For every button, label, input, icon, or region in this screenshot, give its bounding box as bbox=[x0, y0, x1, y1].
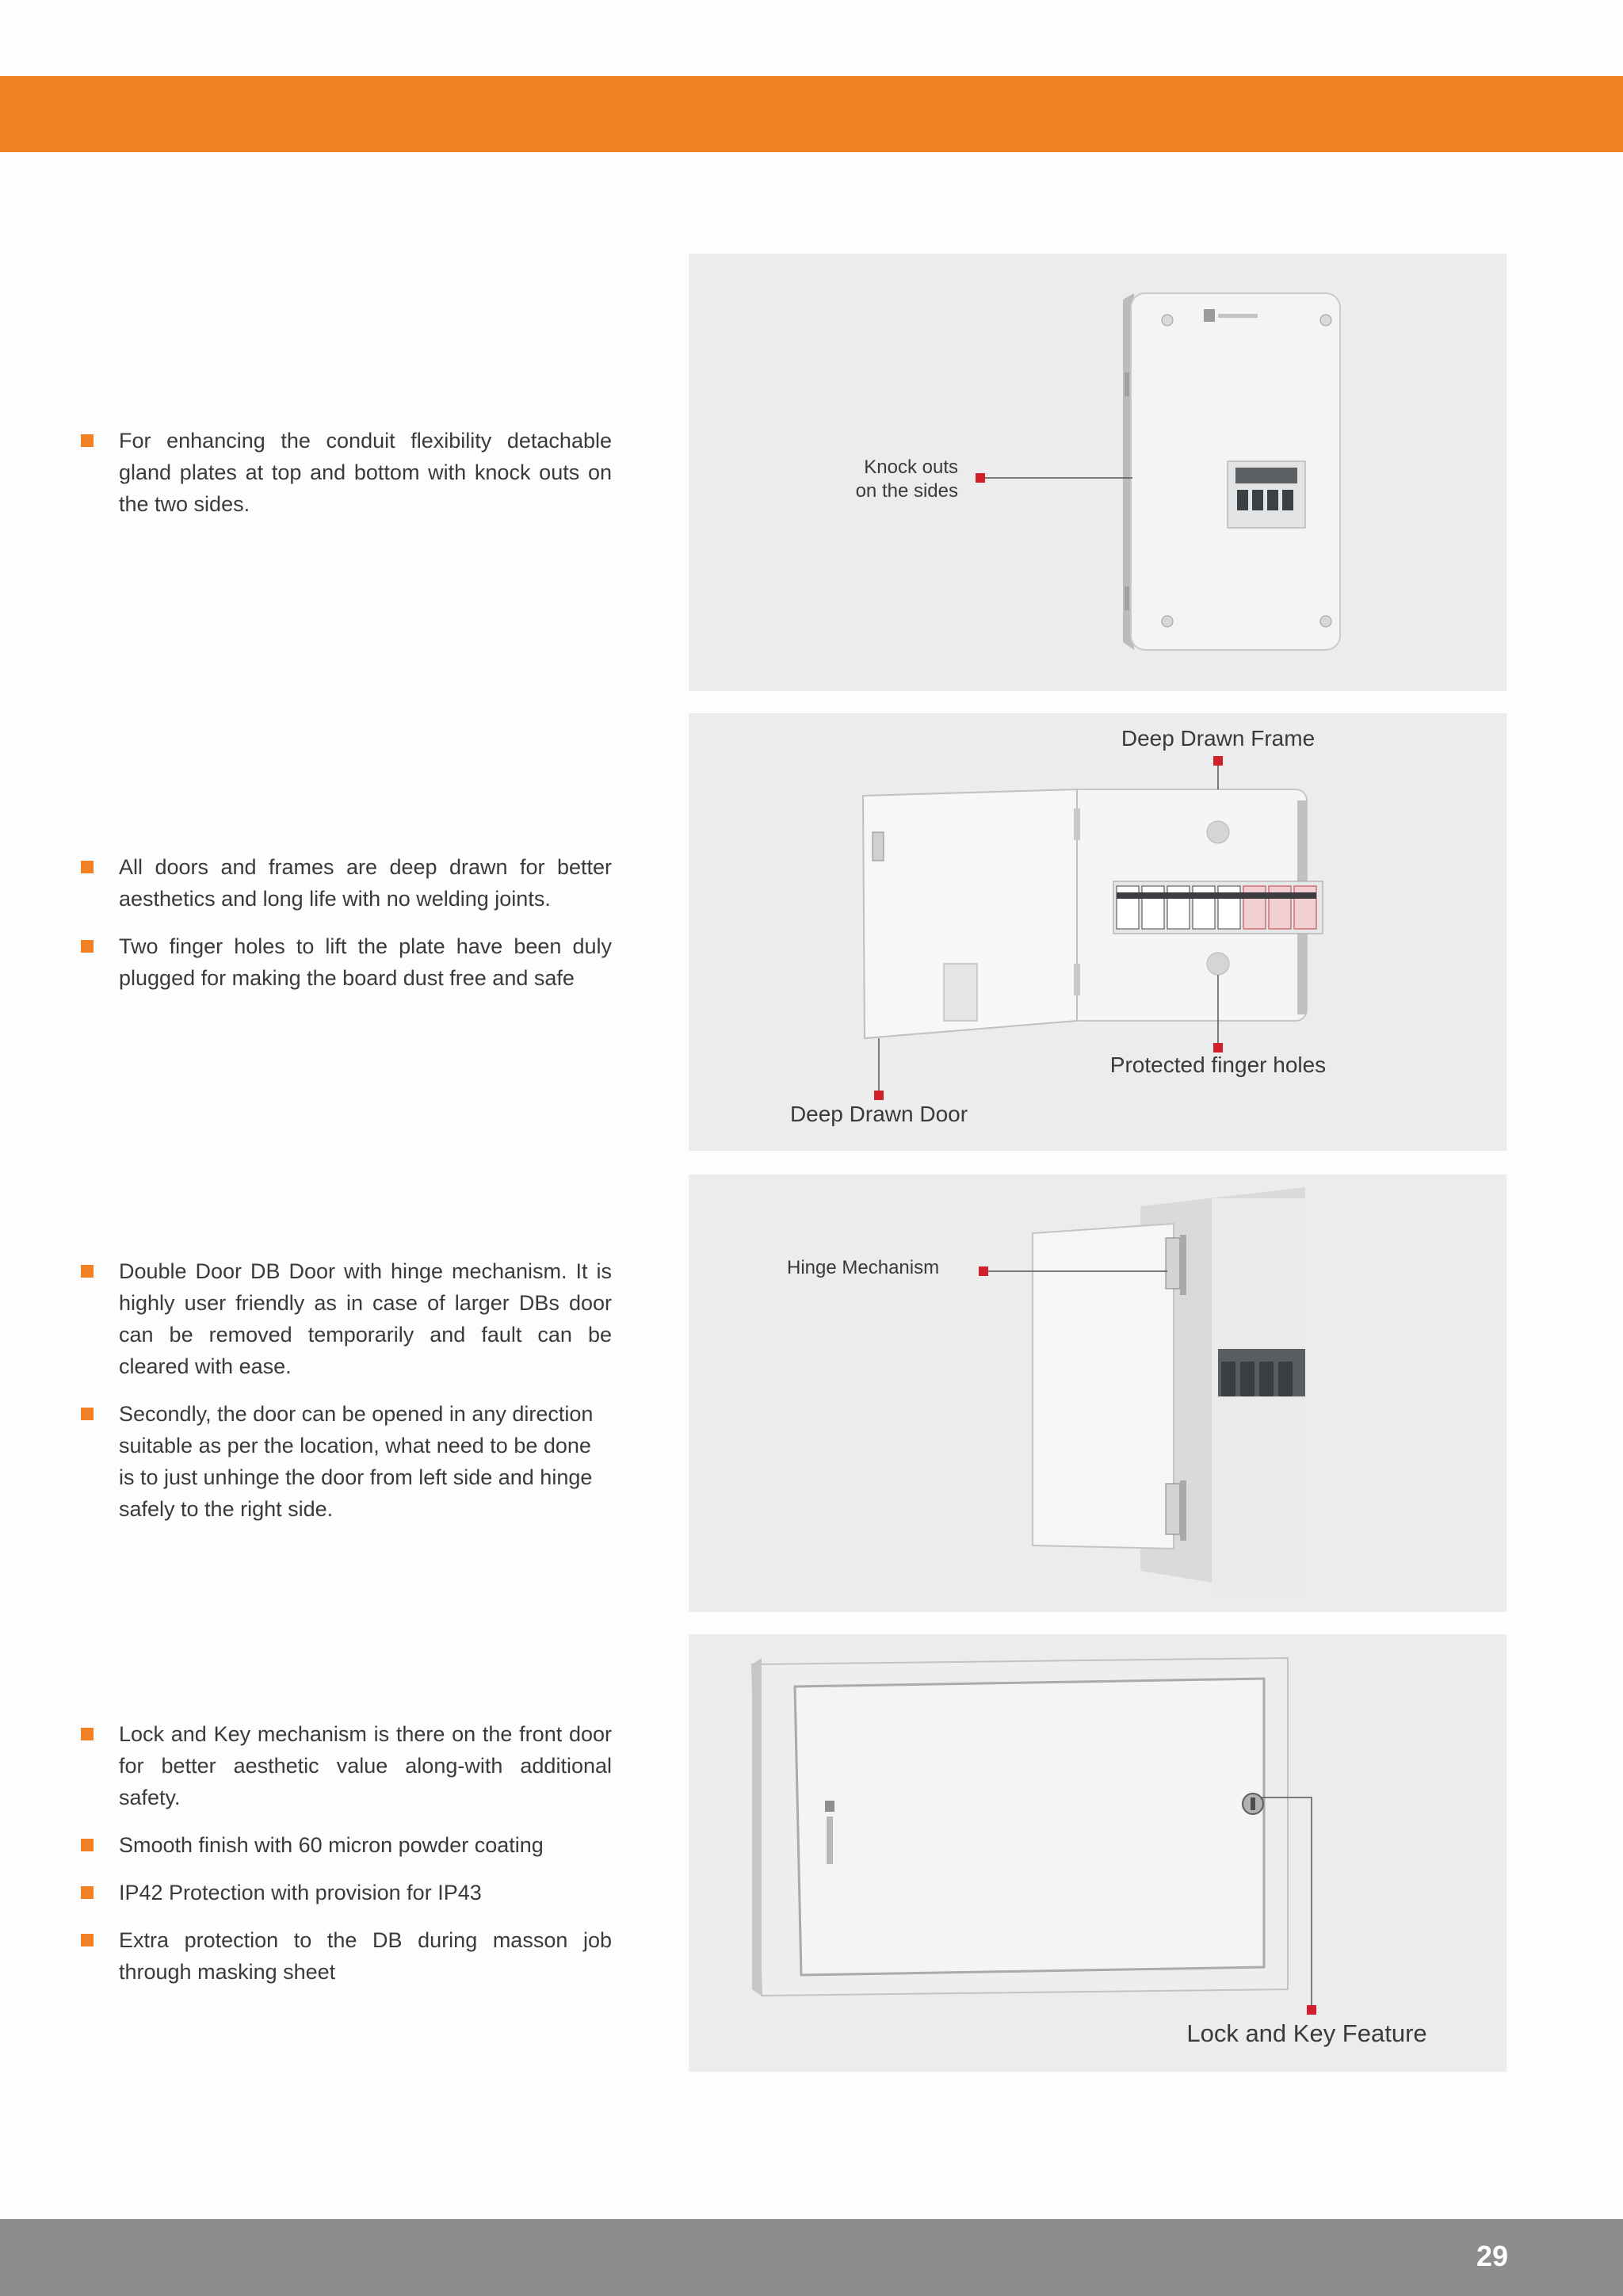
bullet-text: Two finger holes to lift the plate have been duly plugged for making the board dust free and safe bbox=[119, 934, 612, 990]
bullet-item bbox=[79, 1829, 612, 1861]
bullet-text: Double Door DB Door with hinge mechanism. It is highly user friendly as in case of larger DBs door can be removed temporarily and fault can be cleared with ease. bbox=[119, 1259, 612, 1378]
knockout-callout bbox=[768, 456, 958, 503]
distribution-board-lock-image bbox=[689, 1634, 1507, 2072]
callout-line-2: on the sides bbox=[855, 480, 958, 502]
header-bar bbox=[0, 76, 1623, 152]
bullet-square-icon bbox=[81, 1408, 94, 1420]
bullet-item bbox=[79, 1398, 612, 1525]
callout-marker-icon bbox=[1307, 2005, 1316, 2015]
callout-marker-icon bbox=[1213, 756, 1223, 766]
callout-marker-icon bbox=[976, 473, 985, 483]
deep-drawn-panel bbox=[689, 713, 1507, 1151]
bullet-item bbox=[79, 425, 612, 520]
bullet-square-icon bbox=[81, 434, 94, 447]
section-3-text bbox=[79, 1255, 612, 1541]
bullet-text: For enhancing the conduit flexibility detachable gland plates at top and bottom with knock outs on the two sides. bbox=[119, 429, 612, 516]
callout-marker-icon bbox=[979, 1266, 988, 1276]
bullet-text: Lock and Key mechanism is there on the front door for better aesthetic value along-with additional safety. bbox=[119, 1722, 612, 1809]
page-number: 29 bbox=[1476, 2240, 1508, 2272]
deep-drawn-door-callout: Deep Drawn Door bbox=[789, 1102, 968, 1126]
callout-line-1: Knock outs bbox=[864, 457, 958, 478]
callout-marker-icon bbox=[1213, 1043, 1223, 1052]
bullet-item bbox=[79, 1255, 612, 1382]
hinge-mechanism-callout: Hinge Mechanism bbox=[787, 1257, 940, 1278]
bullet-square-icon bbox=[81, 1886, 94, 1899]
section-2-text bbox=[79, 851, 612, 1010]
bullet-square-icon bbox=[81, 1839, 94, 1851]
bullet-text: All doors and frames are deep drawn for better aesthetics and long life with no welding joints. bbox=[119, 855, 612, 911]
lock-key-panel bbox=[689, 1634, 1507, 2072]
lock-key-callout: Lock and Key Feature bbox=[1186, 2019, 1427, 2047]
hinge-mechanism-image bbox=[689, 1175, 1507, 1612]
callout-marker-icon bbox=[874, 1091, 884, 1100]
bullet-square-icon bbox=[81, 1934, 94, 1946]
bullet-square-icon bbox=[81, 1265, 94, 1278]
bullet-item bbox=[79, 1718, 612, 1813]
bullet-item bbox=[79, 851, 612, 915]
protected-finger-holes-callout: Protected finger holes bbox=[1109, 1052, 1327, 1077]
bullet-text: Secondly, the door can be opened in any direction suitable as per the location, what need to be done is to just unhinge the door from left side and hinge safely to the right side. bbox=[119, 1402, 594, 1521]
bullet-square-icon bbox=[81, 1728, 94, 1740]
bullet-item bbox=[79, 1924, 612, 1988]
deep-drawn-frame-callout: Deep Drawn Frame bbox=[1121, 726, 1316, 751]
bullet-square-icon bbox=[81, 940, 94, 953]
bullet-item bbox=[79, 930, 612, 994]
hinge-panel bbox=[689, 1175, 1507, 1612]
bullet-text: Extra protection to the DB during masson job through masking sheet bbox=[119, 1928, 612, 1984]
section-4-text bbox=[79, 1718, 612, 2004]
bullet-item bbox=[79, 1877, 612, 1908]
bullet-text: IP42 Protection with provision for IP43 bbox=[119, 1881, 482, 1904]
knockout-panel bbox=[689, 254, 1507, 691]
section-1-text bbox=[79, 425, 612, 536]
bullet-square-icon bbox=[81, 861, 94, 873]
footer-bar bbox=[0, 2219, 1623, 2296]
bullet-text: Smooth finish with 60 micron powder coating bbox=[119, 1833, 544, 1857]
distribution-board-open-image bbox=[689, 713, 1507, 1151]
